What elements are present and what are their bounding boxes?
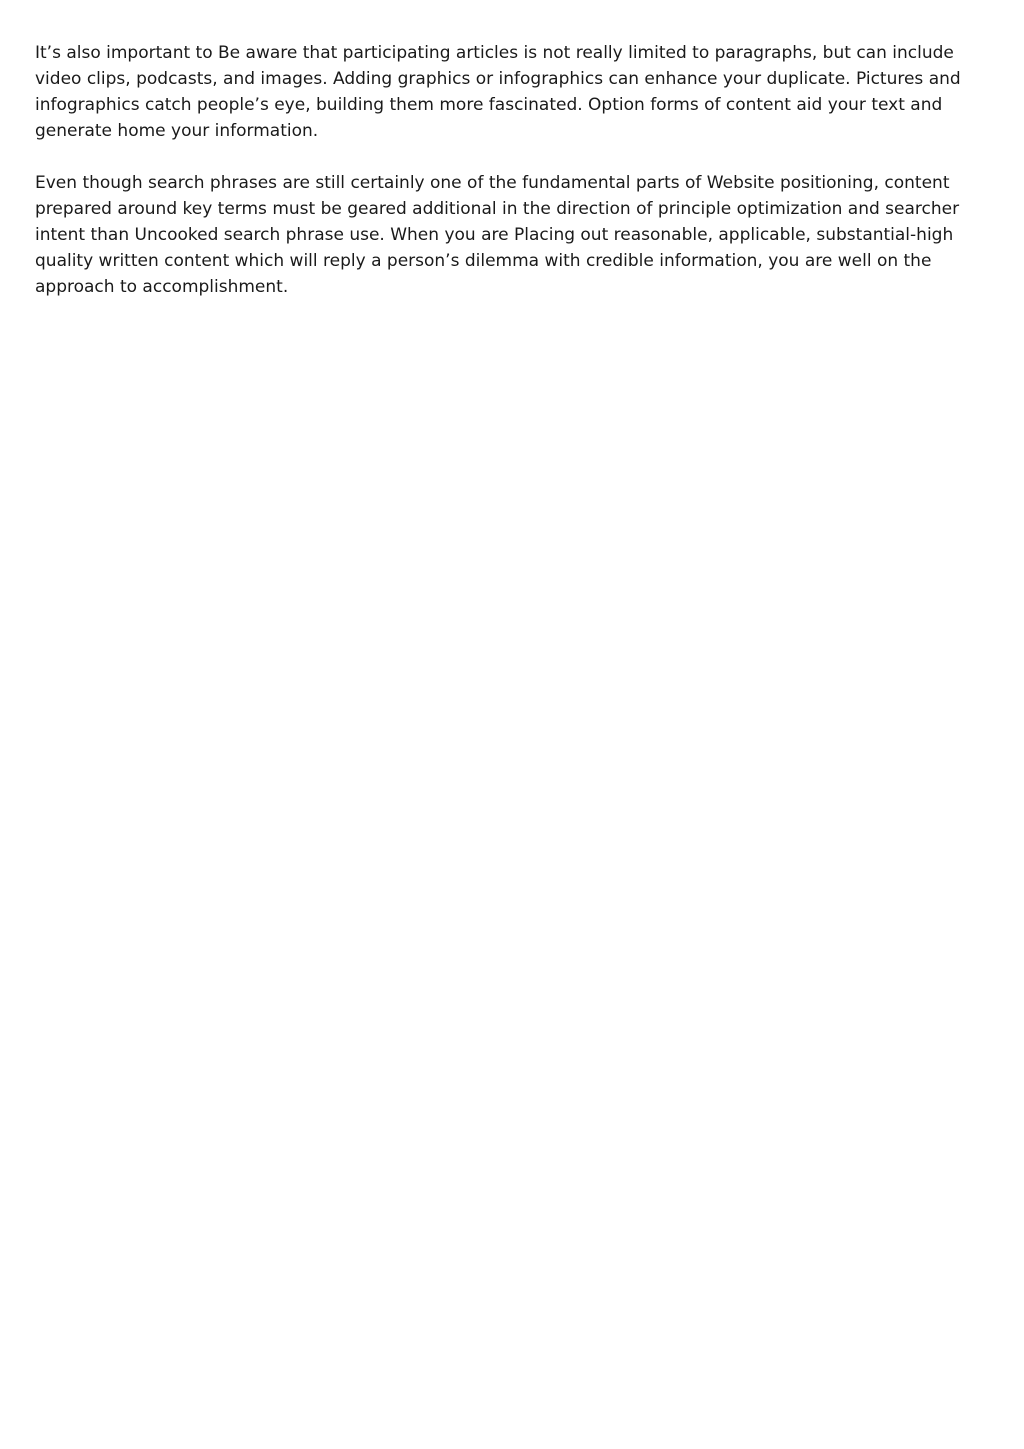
paragraph-2: Even though search phrases are still certainly one of the fundamental parts of Website positioning, content prepared around key terms must be geared additional in the direction of principle optimization and searcher intent than Uncooked search phrase use. When you are Placing out reasonable, applicable, substantial-high quality written content which will reply a person’s dilemma with credible information, you are well on the approach to accomplishment. xyxy=(35,173,960,297)
paragraph-1: It’s also important to Be aware that participating articles is not really limited to paragraphs, but can include video clips, podcasts, and images. Adding graphics or infographics can enhance your duplicate. Pictures and infographics catch people’s eye, building them more fascinated. Option forms of content aid your text and generate home your information. xyxy=(35,43,961,141)
document-body xyxy=(35,40,990,326)
